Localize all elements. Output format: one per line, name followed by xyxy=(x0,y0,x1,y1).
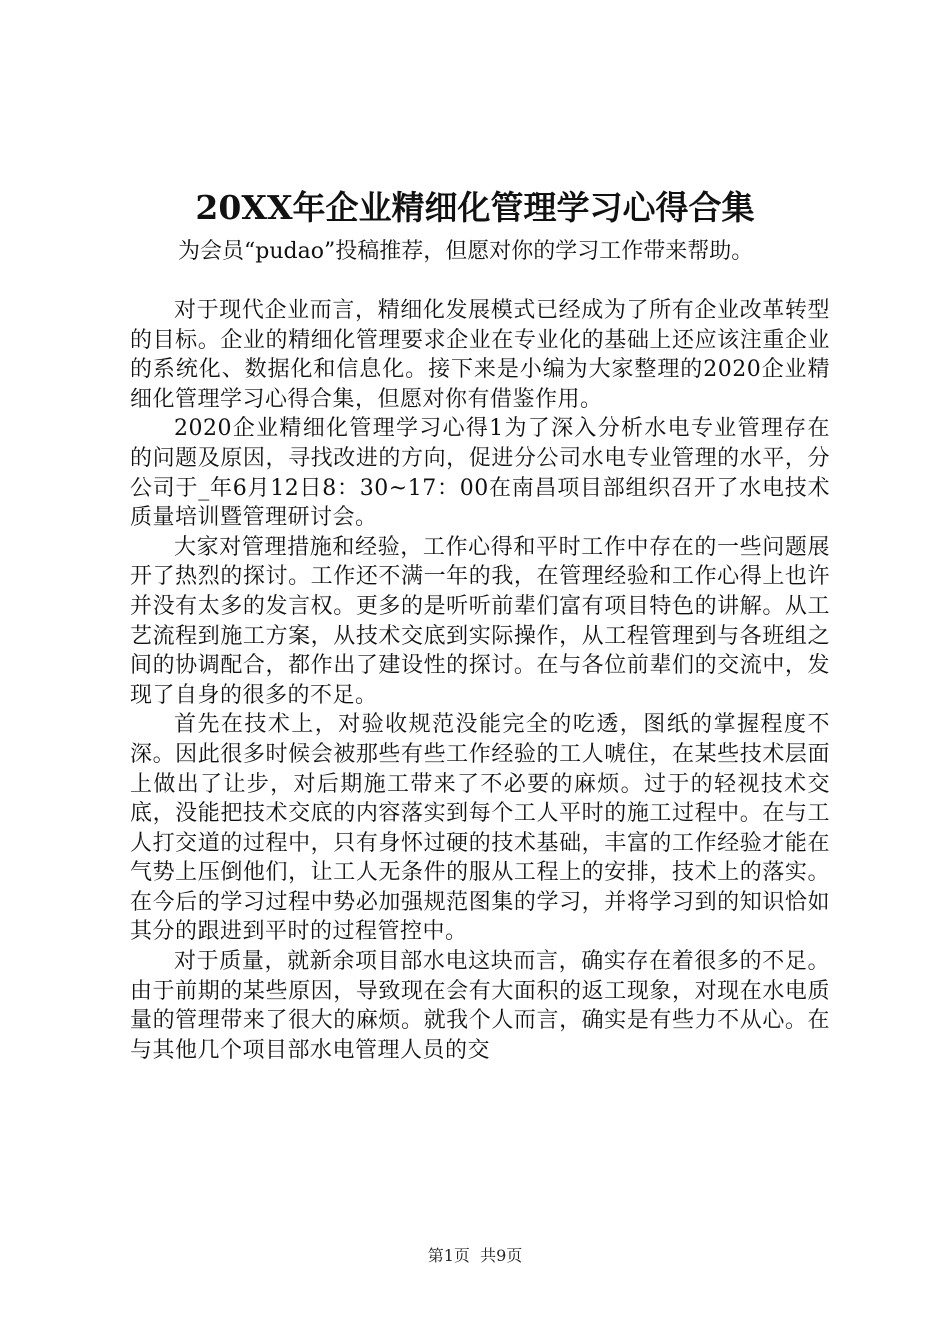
paragraph: 对于现代企业而言，精细化发展模式已经成为了所有企业改革转型的目标。企业的精细化管理要求企业在专业化的基础上还应该注重企业的系统化、数据化和信息化。接下来是小编为大家整理的2020企业精细化管理学习心得合集，但愿对你有借鉴作用。 xyxy=(130,298,830,412)
document-title: 20XX年企业精细化管理学习心得合集 xyxy=(195,188,755,227)
page-number-label: 第1页 共9页 xyxy=(427,1246,523,1265)
paragraph: 大家对管理措施和经验，工作心得和平时工作中存在的一些问题展开了热烈的探讨。工作还不满一年的我，在管理经验和工作心得上也许并没有太多的发言权。更多的是听听前辈们富有项目特色的讲解。从工艺流程到施工方案，从技术交底到实际操作，从工程管理到与各班组之间的协调配合，都作出了建设性的探讨。在与各位前辈们的交流中，发现了自身的很多的不足。 xyxy=(130,534,830,708)
page-footer xyxy=(0,1245,950,1267)
document-body xyxy=(130,296,830,1065)
paragraph: 2020企业精细化管理学习心得1为了深入分析水电专业管理存在的问题及原因，寻找改进的方向，促进分公司水电专业管理的水平，分公司于_年6月12日8：30~17：00在南昌项目部组织召开了水电技术质量培训暨管理研讨会。 xyxy=(130,416,830,531)
document-subtitle: 为会员“pudao”投稿推荐，但愿对你的学习工作带来帮助。 xyxy=(178,239,754,264)
paragraph: 首先在技术上，对验收规范没能完全的吃透，图纸的掌握程度不深。因此很多时候会被那些有些工作经验的工人唬住，在某些技术层面上做出了让步，对后期施工带来了不必要的麻烦。过于的轻视技术交底，没能把技术交底的内容落实到每个工人平时的施工过程中。在与工人打交道的过程中，只有身怀过硬的技术基础，丰富的工作经验才能在气势上压倒他们，让工人无条件的服从工程上的安排，技术上的落实。在今后的学习过程中势必加强规范图集的学习，并将学习到的知识恰如其分的跟进到平时的过程管控中。 xyxy=(130,712,830,945)
paragraph: 对于质量，就新余项目部水电这块而言，确实存在着很多的不足。由于前期的某些原因，导致现在会有大面积的返工现象，对现在水电质量的管理带来了很大的麻烦。就我个人而言，确实是有些力不从心。在与其他几个项目部水电管理人员的交 xyxy=(130,949,830,1063)
